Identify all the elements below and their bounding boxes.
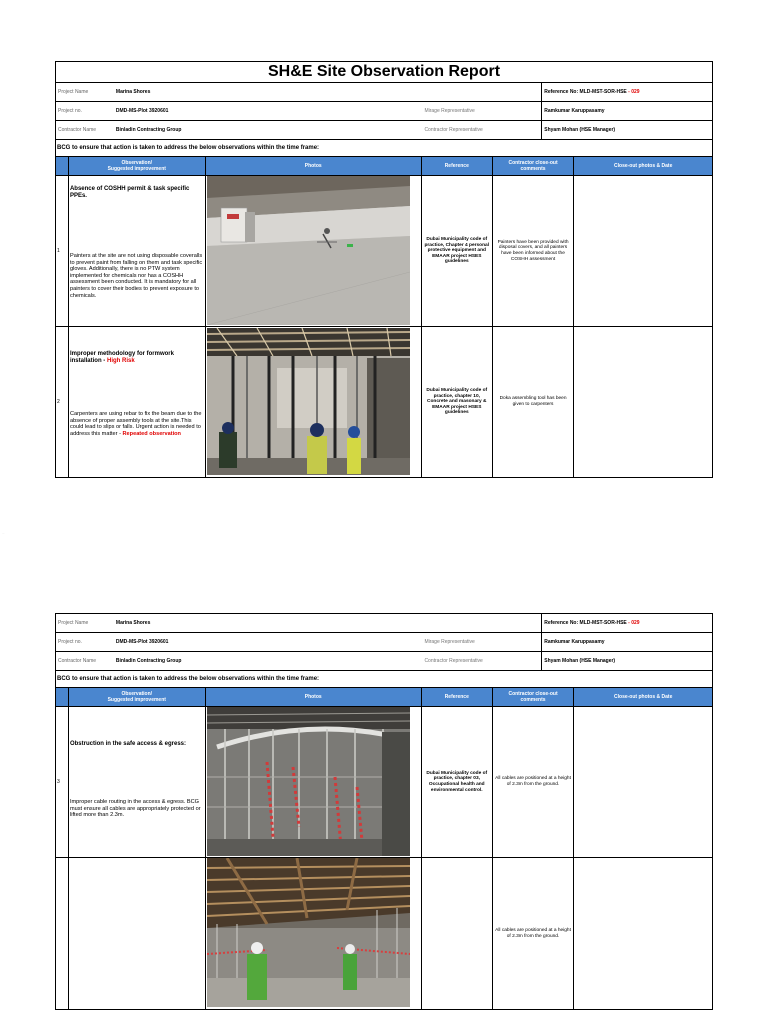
table-header: [56, 157, 712, 176]
comment-cell: All cables are positioned at a height of 2.3m from the ground.: [492, 858, 574, 1009]
risk-label: High Risk: [106, 358, 135, 364]
closeout-cell: [573, 858, 712, 1009]
mirage-rep-value: Ramkumar Karuppasamy: [541, 633, 712, 651]
info-row-contractor: [56, 652, 712, 671]
observation-title: Absence of COSHH permit & task specific PPEs.: [69, 186, 190, 199]
contractor-name-value: Binladin Contracting Group: [115, 127, 182, 133]
project-name-value: Marina Shores: [115, 89, 151, 95]
info-row-project: [56, 614, 712, 633]
reference-cell: Dubai Municipality code of practice, Chapter 4 personal protective equipment and EMAAR project HSES guidelines: [421, 176, 492, 326]
report-sheet-1: [55, 61, 713, 478]
observation-title: Improper methodology for formwork installation - High Risk: [69, 351, 174, 364]
comment-cell: Doka assembling tool has been given to carpenters: [492, 327, 574, 477]
contractor-name-label: Contractor Name: [58, 658, 97, 664]
reference-cell: [421, 858, 492, 1009]
reference-cell: Dubai Municipality code of practice, chapter 03, Occupational health and environmental control.: [421, 707, 492, 857]
info-row-project-no: [56, 102, 712, 121]
comment-cell: All cables are positioned at a height of 2.3m from the ground.: [492, 707, 574, 857]
observation-description: Painters at the site are not using disposable coveralls to prevent paint from falling on them and task specific gloves. Additionally, there is no PTW system implemented for chemicals nor has a COSHH assessment been conducted. It is mandatory for all painters to cover their bodies to prevent exposure to chemicals.: [69, 253, 203, 299]
photo-cell: [205, 176, 421, 326]
observation-description: Improper cable routing in the access & egress. BCG must ensure all cables are appropriately protected or lifted more than 2.3m.: [69, 799, 201, 819]
action-notice: BCG to ensure that action is taken to address the below observations within the time frame:: [56, 140, 712, 157]
action-notice: BCG to ensure that action is taken to address the below observations within the time frame:: [56, 671, 712, 688]
reference-number: Reference No: MLD-MST-SOR-HSE - 029: [541, 83, 712, 101]
col-observation: Observation/ Suggested improvement: [68, 688, 205, 706]
col-observation: Observation/ Suggested improvement: [68, 157, 205, 175]
scaffolding-site-photo: [207, 707, 410, 856]
contractor-rep-value: Shyam Mohan (HSE Manager): [541, 121, 712, 139]
row-number: 1: [57, 248, 60, 254]
contractor-rep-value: Shyam Mohan (HSE Manager): [541, 652, 712, 670]
info-row-contractor: [56, 121, 712, 140]
contractor-rep-label: Contractor Representative: [424, 127, 483, 133]
col-closeout: Close-out photos & Date: [573, 688, 712, 706]
table-header: [56, 688, 712, 707]
project-name-value: Marina Shores: [115, 620, 151, 626]
project-no-value: DMD-MS-Plot 3920601: [115, 639, 169, 645]
col-closeout: Close-out photos & Date: [573, 157, 712, 175]
observation-cell: [68, 327, 205, 477]
row-number: [56, 858, 68, 1009]
photo-cell: [205, 327, 421, 477]
contractor-name-label: Contractor Name: [58, 127, 97, 133]
info-row-project: [56, 83, 712, 102]
col-photos: Photos: [205, 688, 421, 706]
contractor-name-value: Binladin Contracting Group: [115, 658, 182, 664]
row-number: 3: [57, 779, 60, 785]
contractor-rep-label: Contractor Representative: [424, 658, 483, 664]
project-name-label: Project Name: [58, 89, 89, 95]
painting-site-photo: [207, 176, 410, 325]
report-sheet-2: [55, 613, 713, 1010]
col-comments: Contractor close-out comments: [492, 157, 574, 175]
repeat-label: Repeated observation: [122, 430, 181, 437]
row-number: 2: [57, 399, 60, 405]
col-reference: Reference: [421, 157, 492, 175]
observation-title: Obstruction in the safe access & egress:: [69, 741, 187, 747]
observation-cell: [68, 707, 205, 857]
table-row: [56, 707, 712, 858]
reference-cell: Dubai Municipality code of practice, chapter 10, Concrete and masonary & EMAAR project HSES guidelines: [421, 327, 492, 477]
project-name-label: Project Name: [58, 620, 89, 626]
observation-description: Carpenters are using rebar to fix the beam due to the absence of proper assembly tools at the site.This could lead to slips or falls. Urgent action is needed to address this matter - Repeated observation: [69, 411, 202, 437]
project-no-value: DMD-MS-Plot 3920601: [115, 108, 169, 114]
mirage-rep-label: Mirage Representative: [424, 108, 475, 114]
stray-mark: ...: [2, 531, 5, 535]
table-row: [56, 858, 712, 1009]
workers-site-photo: [207, 858, 410, 1007]
table-row: [56, 327, 712, 477]
photo-cell: [205, 858, 421, 1009]
table-row: [56, 176, 712, 327]
comment-cell: Painters have been provided with disposal covers, and all painters have been informed about the COSHH assessment: [492, 176, 574, 326]
project-no-label: Project no.: [58, 639, 82, 645]
photo-cell: [205, 707, 421, 857]
report-title: SH&E Site Observation Report: [56, 62, 712, 83]
col-reference: Reference: [421, 688, 492, 706]
info-row-project-no: [56, 633, 712, 652]
mirage-rep-label: Mirage Representative: [424, 639, 475, 645]
closeout-cell: [573, 176, 712, 326]
col-photos: Photos: [205, 157, 421, 175]
mirage-rep-value: Ramkumar Karuppasamy: [541, 102, 712, 120]
observation-cell: [68, 858, 205, 1009]
col-comments: Contractor close-out comments: [492, 688, 574, 706]
closeout-cell: [573, 327, 712, 477]
closeout-cell: [573, 707, 712, 857]
project-no-label: Project no.: [58, 108, 82, 114]
reference-number: Reference No: MLD-MST-SOR-HSE - 029: [541, 614, 712, 632]
observation-cell: [68, 176, 205, 326]
formwork-site-photo: [207, 328, 410, 475]
